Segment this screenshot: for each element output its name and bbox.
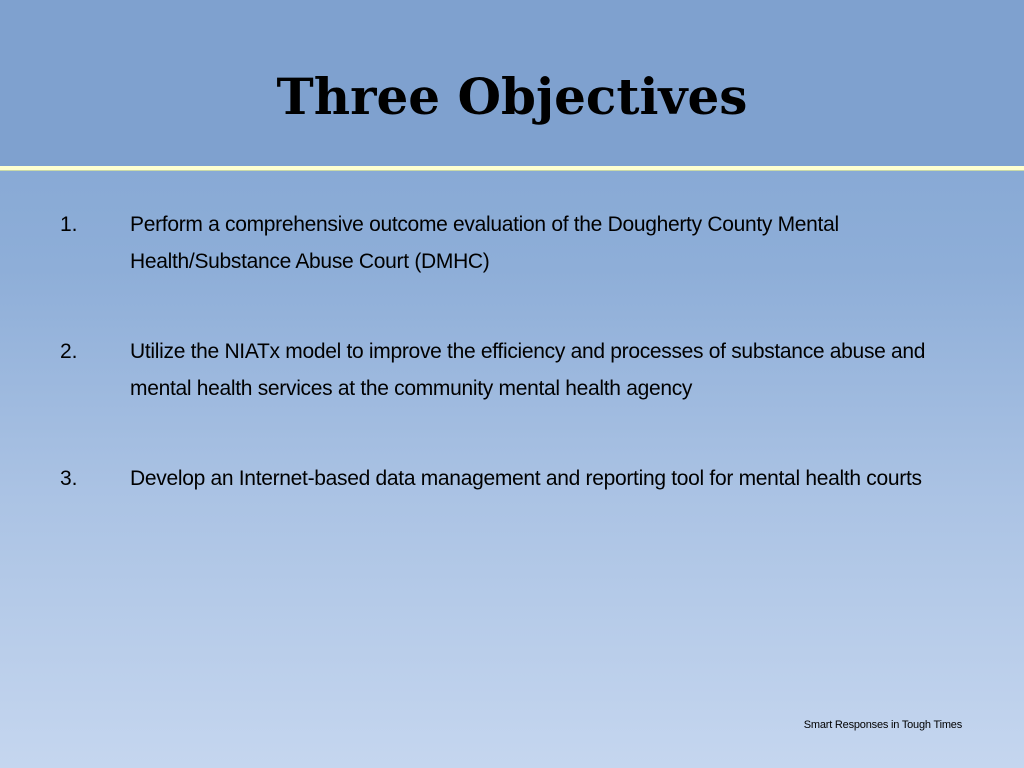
slide-footer: Smart Responses in Tough Times — [803, 719, 962, 731]
title-divider — [0, 166, 1024, 170]
objective-number: 3. — [60, 467, 78, 490]
objective-number: 2. — [60, 340, 78, 363]
objective-text: Utilize the NIATx model to improve the efficiency and processes of substance abuse and mental health services at the community mental health agency — [130, 340, 926, 400]
objective-number: 1. — [60, 213, 78, 236]
objective-text: Develop an Internet-based data management and reporting tool for mental health courts — [130, 467, 922, 490]
objective-item-1 — [0, 206, 1024, 280]
objective-text: Perform a comprehensive outcome evaluation of the Dougherty County Mental Health/Substance Abuse Court (DMHC) — [130, 213, 839, 273]
objective-item-3 — [0, 460, 1024, 534]
objective-item-2 — [0, 333, 1024, 407]
slide-title: Three Objectives — [276, 67, 748, 126]
objectives-list — [0, 206, 1024, 587]
